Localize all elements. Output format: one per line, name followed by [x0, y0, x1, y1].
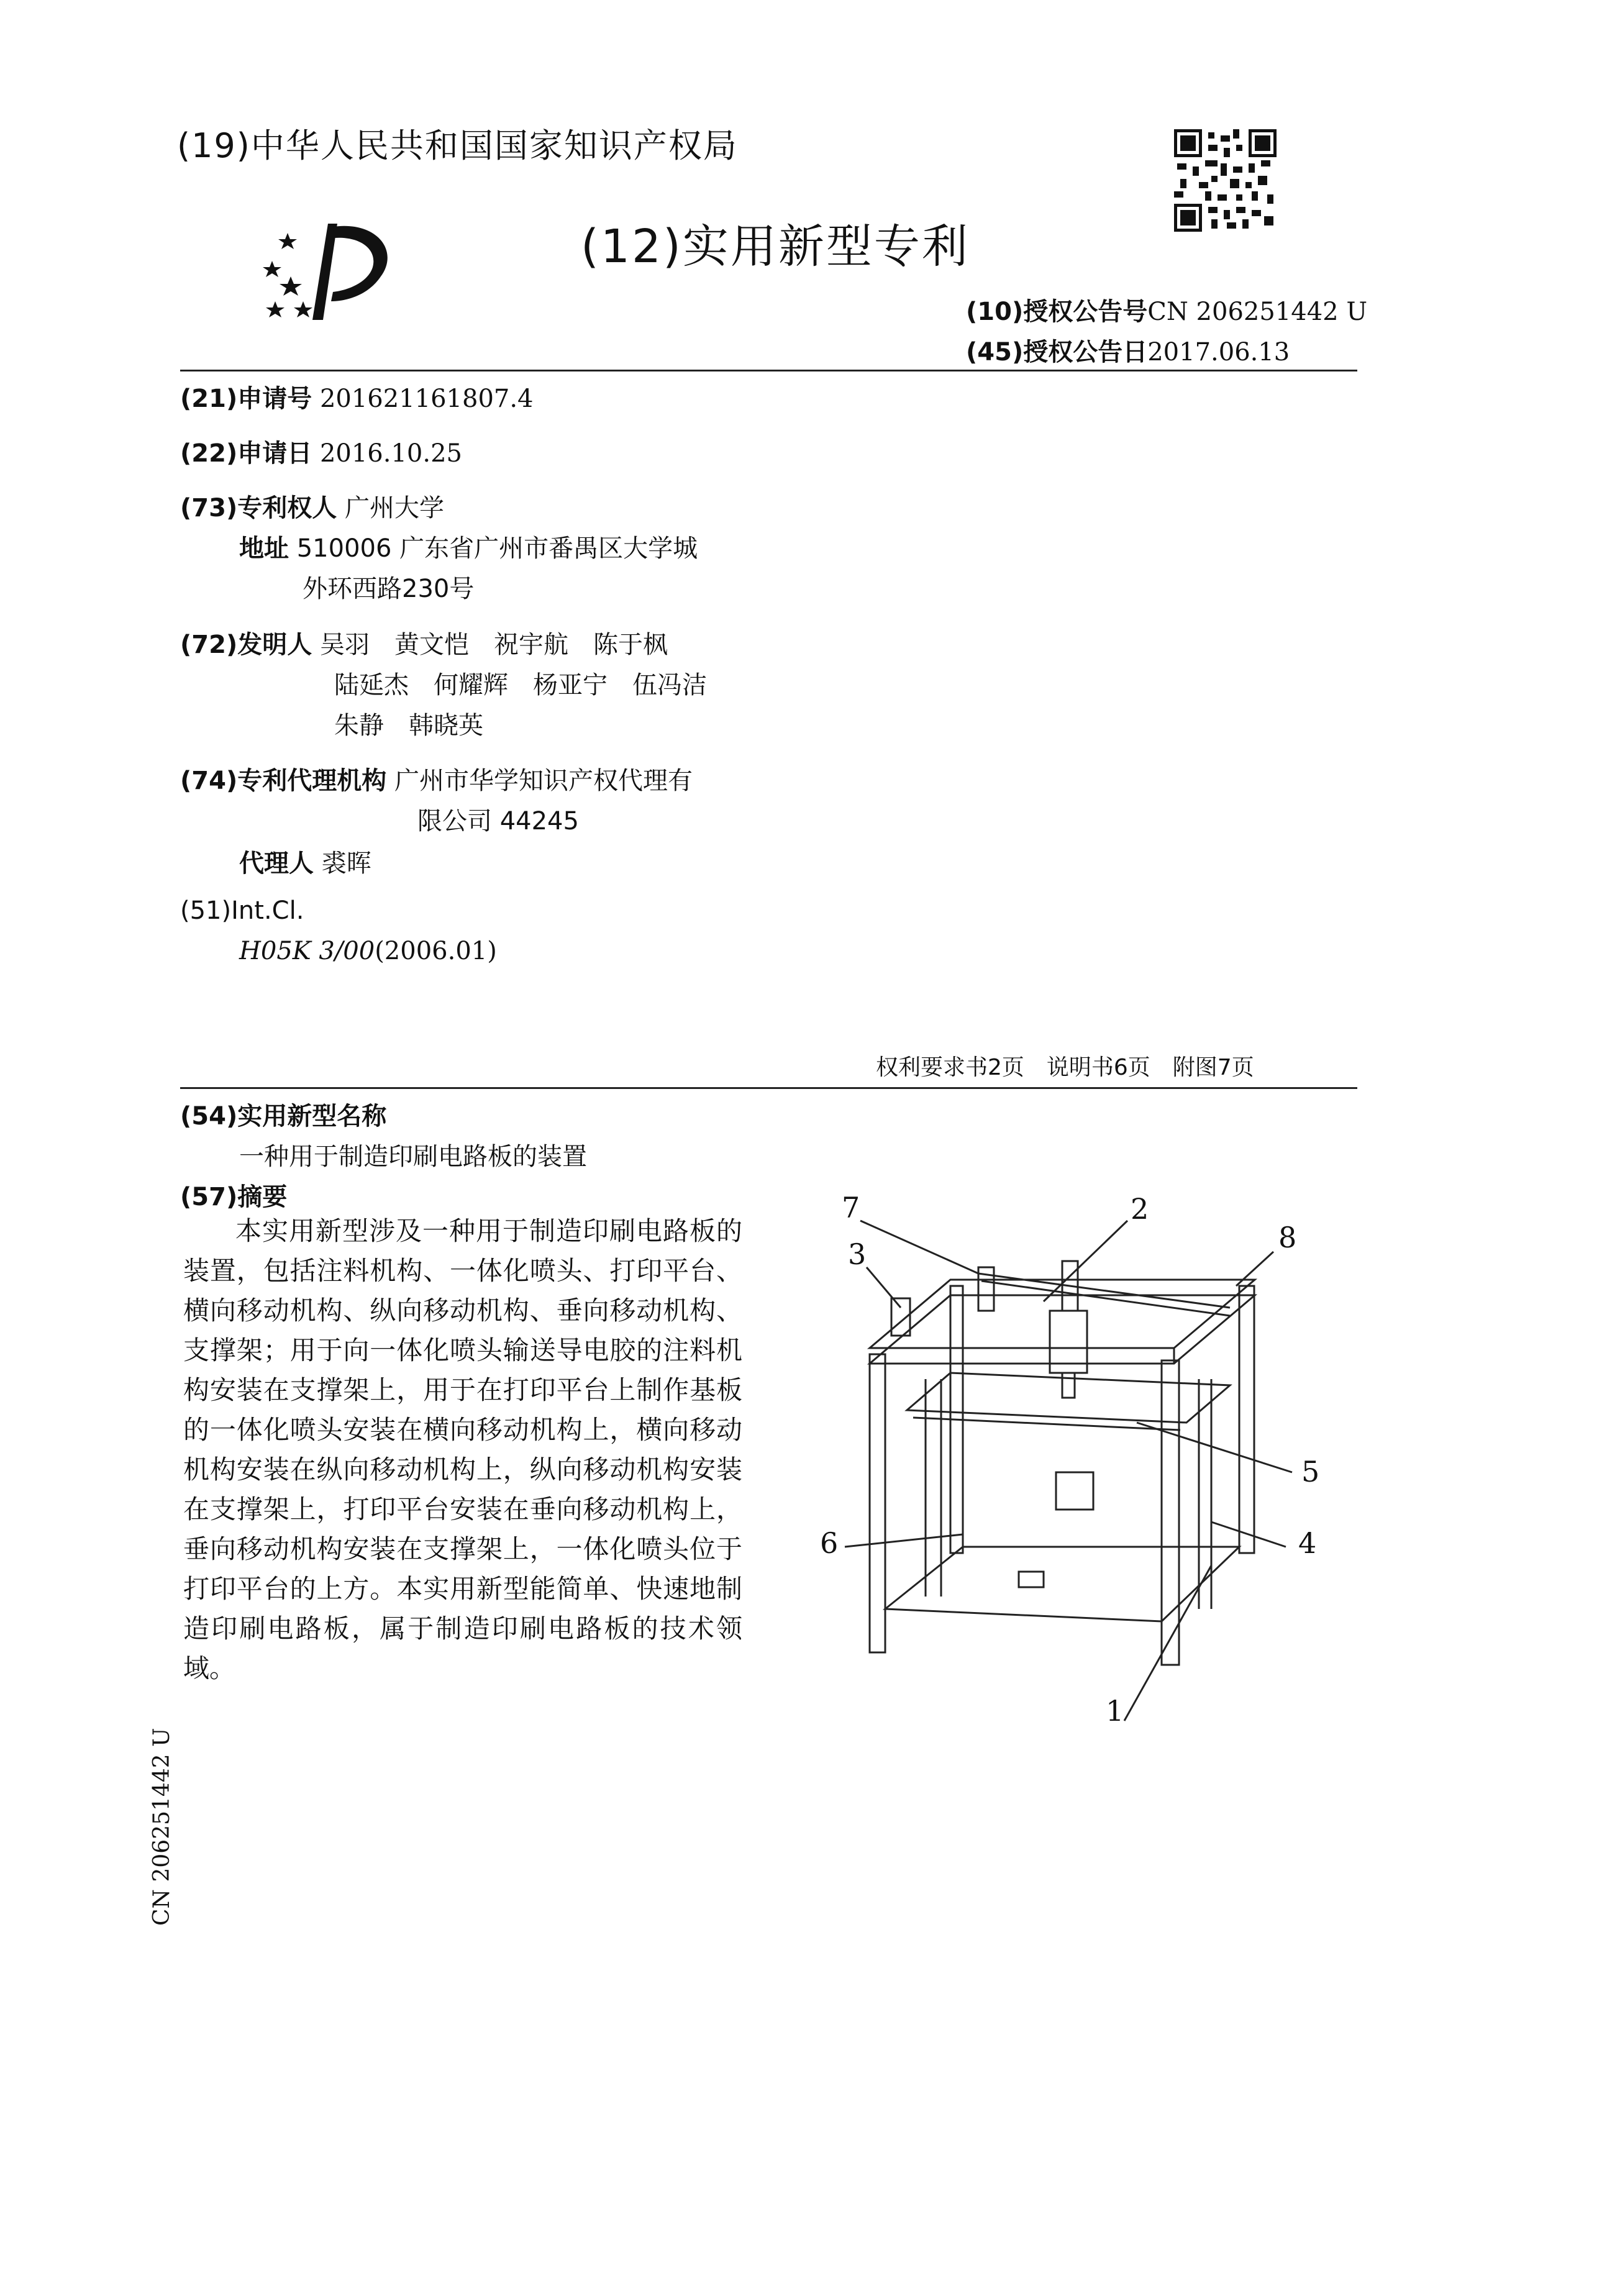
- filing-date-row: [180, 434, 462, 469]
- figure-label-2: 2: [1131, 1192, 1149, 1226]
- abstract-text: 本实用新型涉及一种用于制造印刷电路板的装置，包括注料机构、一体化喷头、打印平台、横向移动机构、纵向移动机构、垂向移动机构、支撑架；用于向一体化喷头输送导电胶的注料机构安装在支撑架上，用于在打印平台上制作基板的一体化喷头安装在横向移动机构上，横向移动机构安装在纵向移动机构上，纵向移动机构安装在支撑架上，打印平台安装在垂向移动机构上，垂向移动机构安装在支撑架上，一体化喷头位于打印平台的上方。本实用新型能简单、快速地制造印刷电路板，属于制造印刷电路板的技术领域。: [183, 1216, 742, 1683]
- abstract-label: (57)摘要: [180, 1183, 288, 1211]
- publication-date: 2017.06.13: [1147, 338, 1290, 367]
- header-divider: [180, 370, 1357, 371]
- figure-label-7: 7: [842, 1191, 860, 1224]
- intcl-code: H05K 3/00: [239, 937, 375, 965]
- side-publication-number: CN 206251442 U: [149, 1728, 175, 1926]
- utility-model-title: 一种用于制造印刷电路板的装置: [239, 1142, 587, 1171]
- application-number: 201621161807.4: [319, 385, 534, 413]
- filing-date: 2016.10.25: [319, 439, 462, 468]
- publication-date-label: (45)授权公告日: [966, 338, 1148, 367]
- patentee-label: (73)专利权人: [180, 494, 337, 522]
- cnipa-logo-icon: [253, 208, 396, 329]
- application-number-row: [180, 379, 534, 414]
- agency-row: [180, 761, 693, 796]
- inventors-line-3: 朱静 韩晓英: [334, 711, 483, 740]
- inventors-line-2: 陆延杰 何耀辉 杨亚宁 伍冯洁: [334, 671, 707, 699]
- figure-label-4: 4: [1298, 1526, 1317, 1560]
- address-label: 地址: [239, 534, 289, 563]
- qr-code-icon: [1174, 129, 1277, 232]
- title-section-label: (54)实用新型名称: [180, 1102, 387, 1131]
- bib-divider: [180, 1087, 1357, 1089]
- office-title: (19)中华人民共和国国家知识产权局: [177, 126, 738, 165]
- patentee: 广州大学: [344, 494, 444, 522]
- inventors-label: (72)发明人: [180, 631, 312, 659]
- page-count-summary: 权利要求书2页 说明书6页 附图7页: [876, 1055, 1254, 1080]
- figure-label-1: 1: [1106, 1694, 1124, 1728]
- agency-label: (74)专利代理机构: [180, 767, 387, 795]
- publication-number-row: [966, 292, 1367, 327]
- agent-label: 代理人: [239, 849, 314, 878]
- intcl-label: (51)Int.Cl.: [180, 896, 304, 925]
- application-number-label: (21)申请号: [180, 385, 312, 413]
- address-line-2: 外环西路230号: [303, 575, 475, 603]
- agency-line-1: 广州市华学知识产权代理有: [394, 767, 693, 795]
- agency-line-2: 限公司 44245: [417, 807, 579, 836]
- address-line-1: 510006 广东省广州市番禺区大学城: [296, 534, 698, 563]
- agent: 裘晖: [321, 849, 371, 878]
- patentee-row: [180, 488, 444, 524]
- filing-date-label: (22)申请日: [180, 439, 312, 468]
- agent-row: [239, 844, 371, 879]
- document-type-title: (12)实用新型专利: [581, 220, 970, 273]
- inventors-line-1: 吴羽 黄文恺 祝宇航 陈于枫: [319, 631, 668, 659]
- intcl-version: (2006.01): [375, 937, 497, 965]
- figure-label-5: 5: [1301, 1455, 1320, 1488]
- figure-label-8: 8: [1278, 1221, 1297, 1254]
- figure-label-6: 6: [820, 1526, 839, 1560]
- address-row: [239, 529, 698, 564]
- figure-label-3: 3: [848, 1237, 867, 1271]
- device-drawing: [801, 1174, 1373, 1733]
- inventors-row: [180, 625, 668, 660]
- publication-number-label: (10)授权公告号: [966, 298, 1148, 326]
- intcl-row: [239, 937, 497, 965]
- publication-number: CN 206251442 U: [1147, 298, 1368, 326]
- publication-date-row: [966, 332, 1290, 368]
